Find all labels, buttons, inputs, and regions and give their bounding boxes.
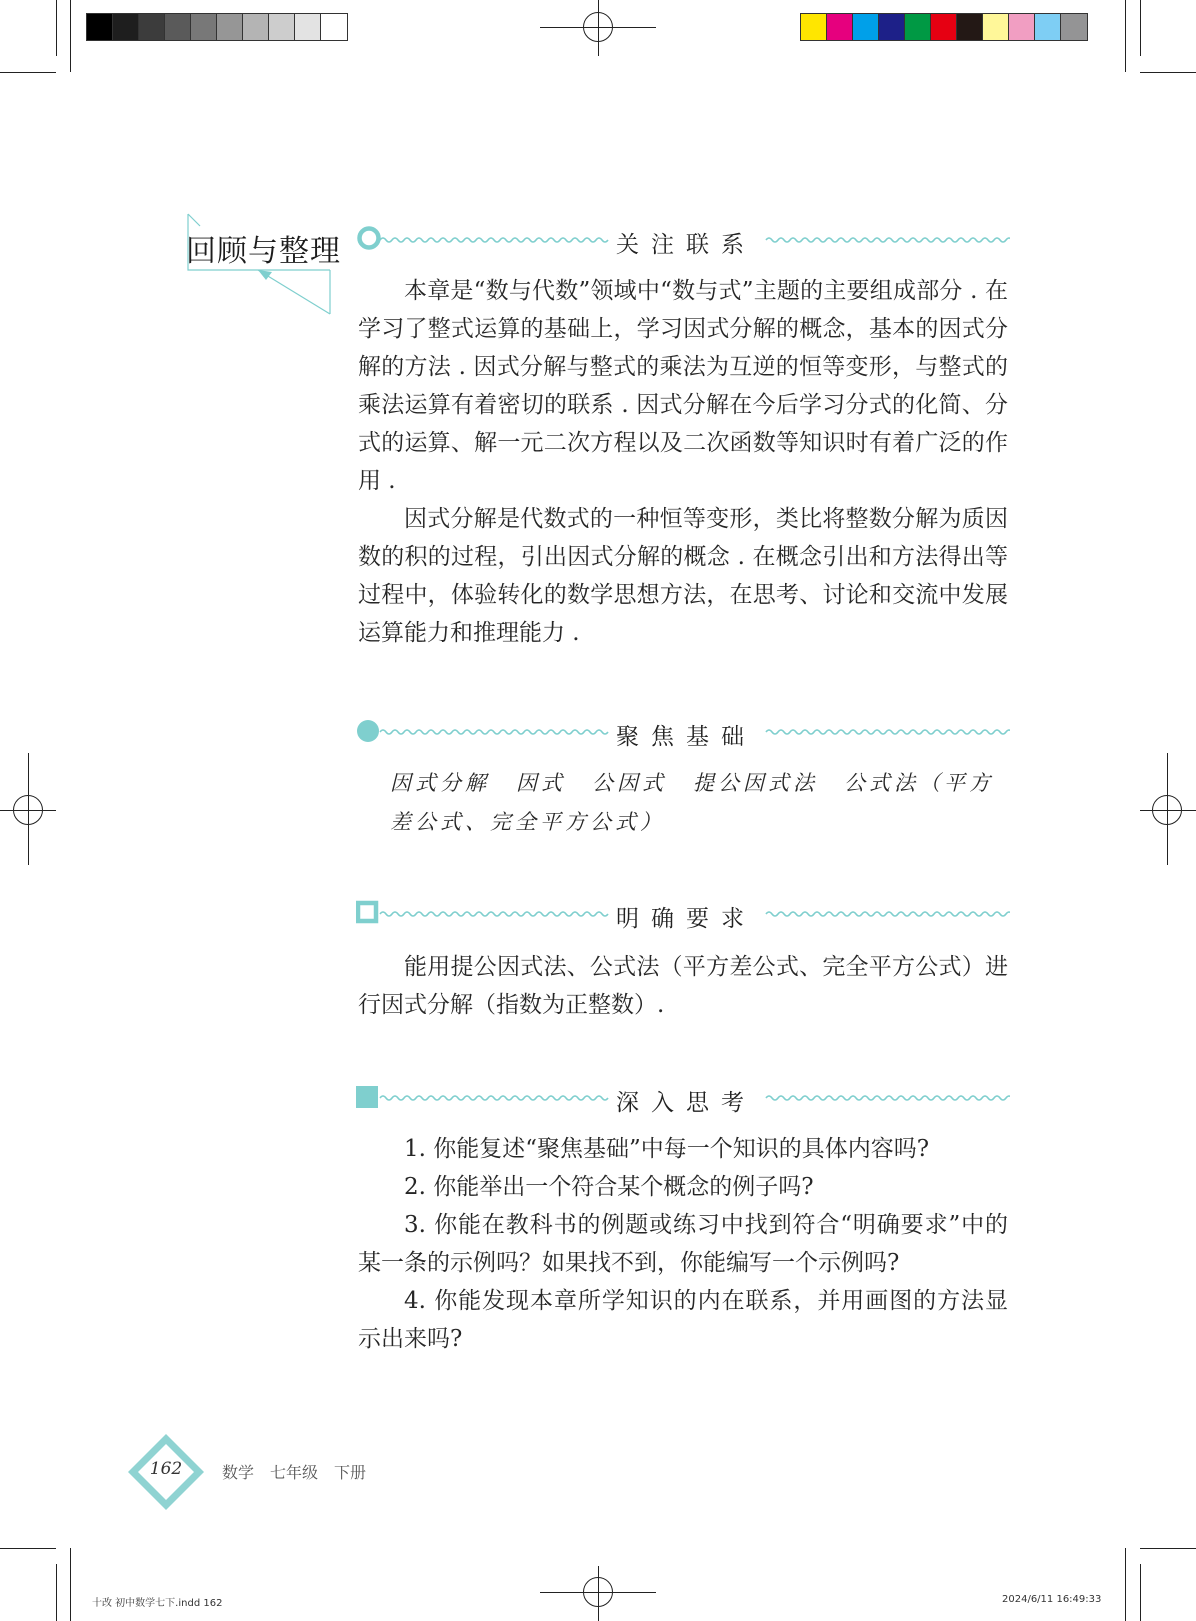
think-questions — [358, 1130, 1008, 1358]
gray-swatch — [165, 14, 191, 40]
wavy-divider — [380, 1096, 608, 1100]
section-header-think — [356, 1082, 1010, 1116]
gray-swatch — [139, 14, 165, 40]
color-calibration-bar — [800, 13, 1088, 41]
gray-swatch — [269, 14, 295, 40]
wavy-divider — [380, 912, 608, 916]
square-outline-icon — [358, 903, 376, 921]
term-item: 因式分解 — [390, 771, 490, 795]
wavy-divider — [766, 912, 1010, 916]
footer-volume: 下册 — [334, 1463, 367, 1482]
wavy-divider — [380, 730, 608, 734]
section-title-think: 深入思考 — [616, 1090, 756, 1116]
focus-terms — [390, 764, 1012, 842]
color-swatch — [801, 14, 827, 40]
color-swatch — [1061, 14, 1087, 40]
gray-swatch — [217, 14, 243, 40]
wavy-divider — [766, 1096, 1010, 1100]
footer-grade: 七年级 — [270, 1463, 319, 1482]
section-title-focus: 聚焦基础 — [616, 724, 756, 750]
question-item: 4. 你能发现本章所学知识的内在联系，并用画图的方法显示出来吗? — [358, 1288, 1008, 1352]
footer-book-info — [222, 1460, 382, 1483]
wavy-divider — [380, 238, 608, 242]
page-number: 162 — [149, 1459, 183, 1479]
section-header-focus — [356, 716, 1010, 750]
slug-timestamp: 2024/6/11 16:49:33 — [1002, 1594, 1102, 1605]
section-title-connect: 关注联系 — [616, 232, 756, 258]
color-swatch — [853, 14, 879, 40]
color-swatch — [1035, 14, 1061, 40]
requirements-body — [358, 948, 1008, 1024]
question-item: 3. 你能在教科书的例题或练习中找到符合“明确要求”中的某一条的示例吗？如果找不到，你能编写一个示例吗? — [358, 1212, 1008, 1276]
gray-calibration-bar — [86, 13, 348, 41]
wavy-divider — [766, 730, 1010, 734]
term-item: 公因式 — [592, 771, 667, 795]
requirements-text: 能用提公因式法、公式法（平方差公式、完全平方公式）进行因式分解（指数为正整数）. — [358, 954, 1008, 1018]
gray-swatch — [295, 14, 321, 40]
color-swatch — [827, 14, 853, 40]
color-swatch — [905, 14, 931, 40]
wavy-divider — [766, 238, 1010, 242]
term-item: 提公因式法 — [693, 771, 818, 795]
page-title: 回顾与整理 — [186, 234, 341, 269]
question-item: 2. 你能举出一个符合某个概念的例子吗? — [404, 1174, 814, 1200]
square-filled-icon — [356, 1086, 378, 1108]
color-swatch — [957, 14, 983, 40]
gray-swatch — [243, 14, 269, 40]
connect-paragraph-2: 因式分解是代数式的一种恒等变形，类比将整数分解为质因数的积的过程，引出因式分解的概念 . 在概念引出和方法得出等过程中，体验转化的数学思想方法，在思考、讨论和交流中发展运算能力和推理能力 . — [358, 506, 1008, 646]
term-item: 公式法（平方差公式、完全平方公式） — [390, 771, 994, 834]
color-swatch — [1009, 14, 1035, 40]
connect-body — [358, 272, 1008, 652]
connect-paragraph-1: 本章是“数与代数”领域中“数与式”主题的主要组成部分 . 在学习了整式运算的基础上，学习因式分解的概念，基本的因式分解的方法 . 因式分解与整式的乘法为互逆的恒等变形，与整式的乘法运算有着密切的联系 . 因式分解在今后学习分式的化简、分式的运算、解一元二次方程以及二次函数等知识时有着广泛的作用 . — [358, 278, 1008, 494]
section-header-requirements — [356, 898, 1010, 932]
ring-icon — [360, 229, 379, 248]
gray-swatch — [191, 14, 217, 40]
section-title-requirements: 明确要求 — [616, 906, 756, 932]
question-item: 1. 你能复述“聚焦基础”中每一个知识的具体内容吗? — [404, 1136, 930, 1162]
color-swatch — [879, 14, 905, 40]
color-swatch — [931, 14, 957, 40]
gray-swatch — [321, 14, 347, 40]
slug-file: 十改 初中数学七下.indd 162 — [92, 1598, 223, 1609]
gray-swatch — [87, 14, 113, 40]
color-swatch — [983, 14, 1009, 40]
dot-icon — [357, 720, 379, 742]
footer-subject: 数学 — [222, 1463, 255, 1482]
section-header-connect — [356, 224, 1010, 258]
gray-swatch — [113, 14, 139, 40]
term-item: 因式 — [516, 771, 566, 795]
